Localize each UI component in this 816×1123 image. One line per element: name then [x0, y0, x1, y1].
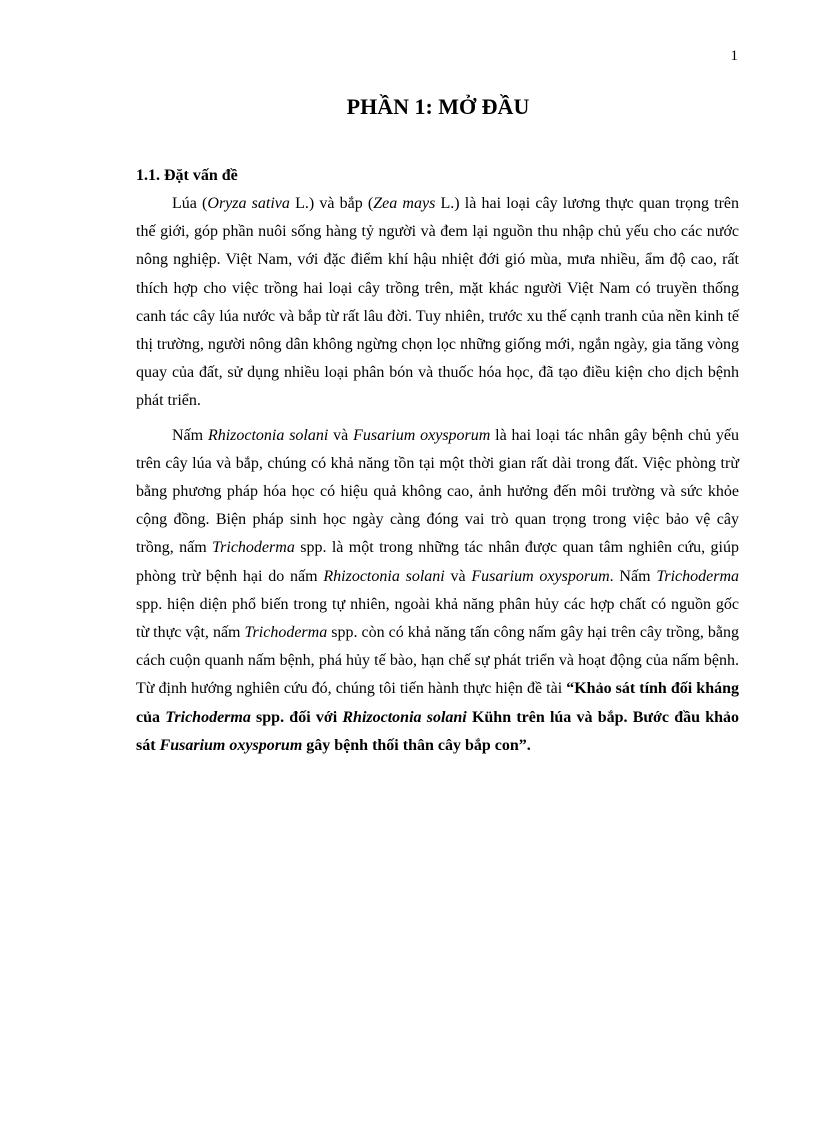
text-run: L.) và bắp ( — [289, 195, 374, 212]
text-run: “Khảo sát tính đối kháng của — [136, 680, 739, 726]
text-run: Fusarium oxysporum — [471, 567, 610, 585]
text-run: Trichoderma — [244, 624, 328, 642]
text-run: Nấm — [172, 426, 208, 444]
page-number: 1 — [730, 48, 738, 64]
paragraph — [136, 190, 739, 416]
text-run: spp. hiện diện phổ biến trong tự nhiên, ngoài khả năng phân hủy các hợp chất có nguồn gốc từ thực vật, nấm — [136, 595, 739, 642]
text-run: . Nấm — [609, 567, 657, 585]
text-run: là hai loại tác nhân gây bệnh chủ yếu trên cây lúa và bắp, chúng có khả năng tồn tại một thời gian rất dài trong đất. Việc phòng trừ bằng phương pháp hóa học có hiệu quả không cao, ảnh hưởng đến môi trường và sức khỏe cộng đồng. Biện pháp sinh học ngày càng đóng vai trò quan trọng trong việc bảo vệ cây trồng, nấm — [136, 426, 739, 557]
text-run: Trichoderma — [212, 539, 295, 557]
text-run: Oryza sativa — [207, 195, 290, 212]
text-run: spp. là một trong những tác nhân được quan tâm nghiên cứu, giúp phòng trừ bệnh hại do nấm — [136, 539, 740, 585]
text-run: Rhizoctonia solani — [207, 426, 329, 444]
text-run: gây bệnh thối thân cây bắp con”. — [302, 736, 531, 754]
chapter-title: PHẦN 1: MỞ ĐẦU — [346, 94, 530, 119]
text-run: Fusarium oxysporum — [159, 736, 303, 754]
text-run: và — [444, 567, 472, 585]
text-run: và — [328, 426, 354, 444]
text-run: Zea mays — [373, 195, 436, 212]
document-body — [136, 162, 739, 760]
text-run: Rhizoctonia solani — [342, 708, 467, 726]
text-run: Lúa ( — [172, 195, 208, 212]
text-run: Kühn trên lúa và bắp. Bước đầu khảo sát — [136, 708, 740, 754]
text-run: Trichoderma — [656, 567, 739, 585]
text-run: Fusarium oxysporum — [353, 426, 491, 444]
text-run: Rhizoctonia solani — [323, 567, 445, 585]
text-run: L.) là hai loại cây lương thực quan trọng trên thế giới, góp phần nuôi sống hàng tỷ người và đem lại nguồn thu nhập chủ yếu cho các nước nông nghiệp. Việt Nam, với đặc điểm khí hậu nhiệt đới gió mùa, mưa nhiều, ẩm độ cao, rất thích hợp cho việc trồng hai loại cây trồng trên, mặt khác người Việt Nam có truyền thống canh tác cây lúa nước và bắp từ rất lâu đời. Tuy nhiên, trước xu thế cạnh tranh của nền kinh tế thị trường, người nông dân không ngừng chọn lọc những giống mới, ngắn ngày, gia tăng vòng quay của đất, sử dụng nhiều loại phân bón và thuốc hóa học, đã tạo điều kiện cho dịch bệnh phát triển. — [136, 195, 740, 410]
paragraph — [136, 422, 739, 760]
text-run: Trichoderma — [165, 708, 251, 726]
text-run: spp. còn có khả năng tấn công nấm gây hại trên cây trồng, bằng cách cuộn quanh nấm bệnh, phá hủy tế bào, hạn chế sự phát triển và hoạt động của nấm bệnh. Từ định hướng nghiên cứu đó, chúng tôi tiến hành thực hiện đề tài — [136, 624, 739, 698]
text-run: spp. đối với — [250, 708, 343, 726]
section-heading: 1.1. Đặt vấn đề — [136, 167, 238, 184]
